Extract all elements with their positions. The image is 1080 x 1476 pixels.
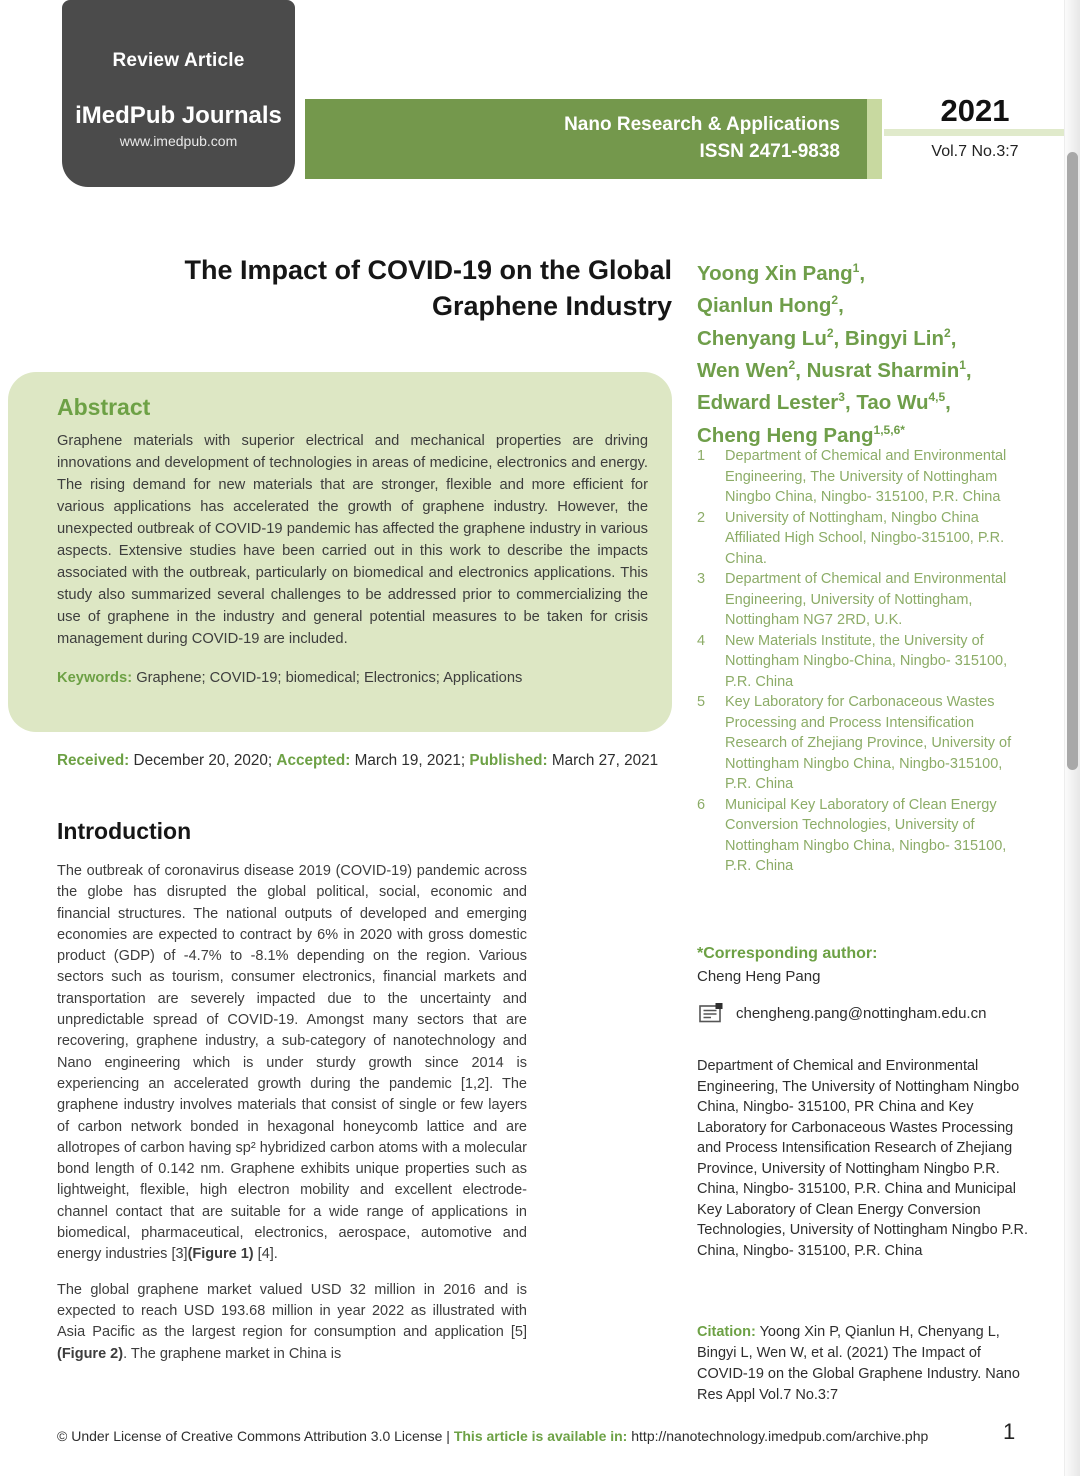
scrollbar-thumb[interactable] xyxy=(1067,152,1078,770)
scrollbar-track[interactable] xyxy=(1064,0,1080,1476)
affiliation-text: Municipal Key Laboratory of Clean Energy Conversion Technologies, University of Nottingham Ningbo China, Ningbo- 315100, P.R. China xyxy=(725,796,1007,874)
authors xyxy=(697,255,1029,449)
affiliation-number: 4 xyxy=(697,632,706,649)
accepted-label: Accepted: xyxy=(276,752,351,769)
introduction-body xyxy=(57,861,527,1379)
citation-label: Citation: xyxy=(697,1324,756,1340)
corresponding-address: Department of Chemical and Environmental Engineering, The University of Nottingham Ningbo China, Ningbo- 315100, PR China and Key Laboratory for Carbonaceous Wastes Processing and Process Intensification Research of Zhejiang Province, University of Nottingham Ningbo P.R. China, Ningbo- 315100, P.R. China and Municipal Key Laboratory of Clean Energy Conversion Technologies, University of Nottingham Ningbo P.R. China, Ningbo- 315100, P.R. China xyxy=(697,1058,1028,1259)
citation-block xyxy=(697,1322,1029,1406)
publisher-website[interactable]: www.imedpub.com xyxy=(119,133,238,149)
issue-info xyxy=(884,94,1066,161)
keywords-label: Keywords: xyxy=(57,670,133,686)
citation-text: Yoong Xin P, Qianlun H, Chenyang L, Bingyi L, Wen W, et al. (2021) The Impact of COVID-19 on the Global Graphene Industry. Nano Res Appl Vol.7 No.3:7 xyxy=(697,1324,1020,1403)
publication-year: 2021 xyxy=(940,93,1010,128)
keywords-line xyxy=(57,670,648,686)
affiliation-number: 6 xyxy=(697,796,706,813)
banner-accent-strip xyxy=(867,99,882,179)
affiliation-item xyxy=(697,569,1029,631)
corresponding-author-email[interactable]: chengheng.pang@nottingham.edu.cn xyxy=(736,1004,987,1022)
abstract-heading: Abstract xyxy=(57,394,151,420)
intro-p2-text: The global graphene market valued USD 32 million in 2016 and is expected to reach USD 193.68 million in year 2022 as illustrated with Asia Pacific as the largest region for consumption and application [5] xyxy=(57,1281,527,1341)
affiliation-text: Department of Chemical and Environmental Engineering, The University of Nottingham Ningbo China, Ningbo- 315100, P.R. China xyxy=(725,448,1007,505)
article-dates xyxy=(57,752,687,770)
affiliation-text: University of Nottingham, Ningbo China Affiliated High School, Ningbo-315100, P.R. China. xyxy=(725,509,1005,567)
affiliation-number: 1 xyxy=(697,448,706,464)
affiliation-item xyxy=(697,692,1029,795)
email-row xyxy=(699,1003,1031,1023)
journal-name: Nano Research & Applications xyxy=(564,114,840,135)
envelope-icon xyxy=(699,1003,723,1023)
intro-paragraph-1 xyxy=(57,861,527,1266)
footer xyxy=(57,1428,957,1444)
abstract-section xyxy=(8,372,672,732)
journal-banner xyxy=(305,99,867,179)
affiliation-text: New Materials Institute, the University of Nottingham Ningbo-China, Ningbo- 315100, P.R. China xyxy=(725,632,1008,690)
intro-p2-tail: . The graphene market in China is xyxy=(123,1345,342,1362)
affiliation-text: Department of Chemical and Environmental Engineering, University of Nottingham, Nottingham NG7 2RD, U.K. xyxy=(725,571,1007,628)
author-line: Cheng Heng Pang$^{1,5,6*}$ xyxy=(697,422,905,447)
article-title-line1: The Impact of COVID-19 on the Global xyxy=(184,255,672,285)
article-type-label: Review Article xyxy=(112,50,245,71)
license-text: © Under License of Creative Commons Attribution 3.0 License xyxy=(57,1428,443,1444)
received-date: December 20, 2020; xyxy=(133,752,273,769)
corresponding-author-label: *Corresponding author: xyxy=(697,945,878,962)
introduction-heading: Introduction xyxy=(57,818,192,844)
affiliation-number: 3 xyxy=(697,571,706,587)
affiliation-item xyxy=(697,446,1029,508)
affiliation-item xyxy=(697,795,1029,877)
article-title-line2: Graphene Industry xyxy=(431,291,672,321)
accepted-date: March 19, 2021; xyxy=(354,752,466,769)
affiliation-item xyxy=(697,631,1029,693)
author-line: Edward Lester$^3$, Tao Wu$^{4,5}$, xyxy=(697,390,951,415)
intro-paragraph-2 xyxy=(57,1280,527,1365)
footer-separator: | xyxy=(446,1428,450,1444)
keywords-value: Graphene; COVID-19; biomedical; Electronics; Applications xyxy=(136,670,523,686)
publisher-badge xyxy=(62,0,295,187)
journal-issn: ISSN 2471-9838 xyxy=(699,141,840,162)
figure-2-reference: (Figure 2) xyxy=(57,1345,124,1362)
archive-url[interactable]: http://nanotechnology.imedpub.com/archive.php xyxy=(631,1428,929,1444)
author-line: Wen Wen$^2$, Nusrat Sharmin$^1$, xyxy=(697,357,972,382)
corresponding-author-block xyxy=(697,945,1029,985)
published-date: March 27, 2021 xyxy=(551,752,659,769)
affiliation-number: 2 xyxy=(697,509,706,526)
affiliation-item xyxy=(697,508,1029,570)
intro-p1-text: The outbreak of coronavirus disease 2019 (COVID-19) pandemic across the globe has disrupted the global political, social, economic and financial structures. The national outputs of developed and emerging economies are expected to contract by 6% in 2020 with gross domestic product (GDP) of -4.7% to -8.1% depending on the region. Various sectors such as tourism, consumer electronics, financial markets and transportation are severely impacted due to the uncertainty and unpredictable spread of COVID-19. Amongst many sectors that are recovering, graphene industry, a sub-category of nanotechnology and Nano engineering which is under sturdy growth since 2014 is experiencing an accelerated growth during the pandemic [1,2]. The graphene industry involves materials that consist of single or few layers of carbon network bonded in hexagonal honeycomb lattice and are allotropes of carbon having sp² hybridized carbon atoms with a molecular bond length of 0.142 nm. Graphene exhibits unique properties such as lightweight, flexible, high electron mobility and excellent electrode-channel contact that are suitable for a wide range of applications in biomedical, pharmaceutical, electronics, aerospace, automotive and energy industries [3] xyxy=(57,863,527,1263)
intro-p1-tail: [4]. xyxy=(253,1246,278,1263)
article-title xyxy=(57,252,672,324)
affiliation-text: Key Laboratory for Carbonaceous Wastes Processing and Process Intensification Research of Zhejiang Province, University of Nottingham Ningbo China, Ningbo-315100, P.R. China xyxy=(725,694,1012,792)
affiliations-list xyxy=(697,446,1029,877)
available-in-label: This article is available in: xyxy=(453,1428,628,1444)
affiliation-number: 5 xyxy=(697,694,706,710)
publisher-name: iMedPub Journals xyxy=(75,102,282,129)
year-divider xyxy=(884,129,1066,136)
figure-1-reference: (Figure 1) xyxy=(187,1246,254,1263)
abstract-body: Graphene materials with superior electrical and mechanical properties are driving innovations and development of technologies in areas of medicine, electronics and energy. The rising demand for new materials that are stronger, flexible and more efficient for various applications has accelerated the growth of graphene industry. However, the unexpected outbreak of COVID-19 pandemic has affected the graphene industry in various aspects. Extensive studies have been carried out in this work to describe the impacts associated with the outbreak, particularly on biomedical and electronics applications. This study also summarized several challenges to be addressed prior to commercializing the use of graphene in the industry and general potential measures to be taken for crisis management during COVID-19 are included. xyxy=(57,433,648,647)
page-number: 1 xyxy=(1003,1419,1016,1444)
volume-issue: Vol.7 No.3:7 xyxy=(931,143,1019,160)
author-line: Chenyang Lu$^2$, Bingyi Lin$^2$, xyxy=(697,325,957,350)
author-line: Yoong Xin Pang$^1$, xyxy=(697,261,866,285)
author-line: Qianlun Hong$^2$, xyxy=(697,293,844,318)
published-label: Published: xyxy=(469,752,548,769)
received-label: Received: xyxy=(57,752,130,769)
corresponding-author-name: Cheng Heng Pang xyxy=(697,968,821,985)
